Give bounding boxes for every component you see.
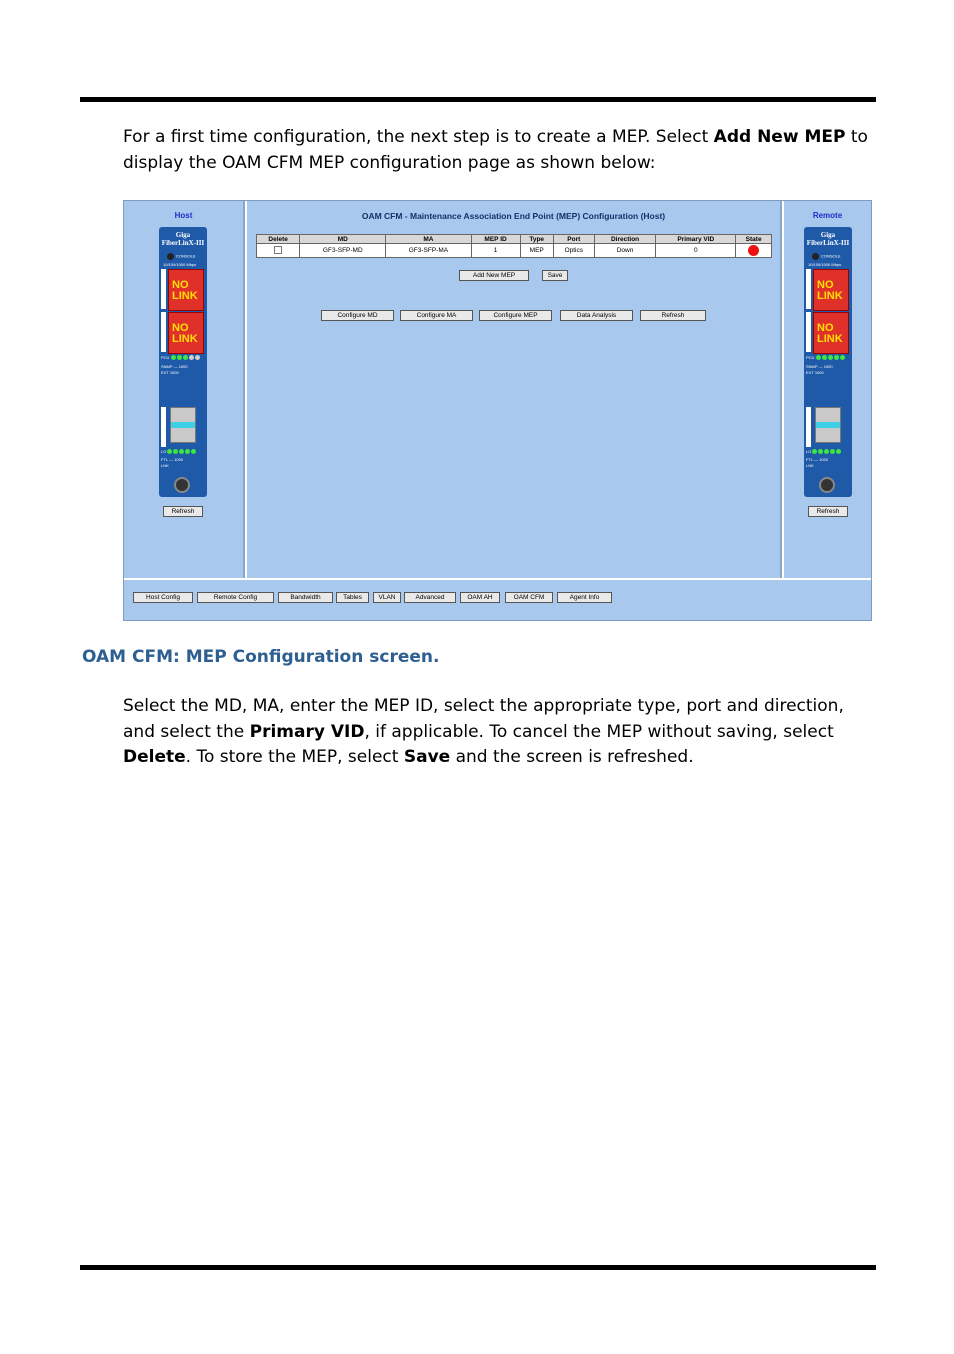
led-icon [173, 449, 178, 454]
md-cell: GF3-SFP-MD [300, 244, 386, 258]
led-icon [824, 449, 829, 454]
intro-paragraph: For a first time configuration, the next step is to create a MEP. Select Add New MEP to display the OAM CFM MEP configuration page as shown below: [123, 127, 868, 173]
primary-vid-cell: 0 [656, 244, 736, 258]
remote-refresh-button[interactable]: Refresh [808, 506, 848, 517]
header-rule [80, 97, 876, 102]
column-header: MA [386, 235, 471, 244]
port-cell: Optics [553, 244, 594, 258]
host-refresh-button[interactable]: Refresh [163, 506, 203, 517]
add-new-mep-button[interactable]: Add New MEP [459, 270, 529, 281]
nav-oam-ah-button[interactable]: OAM AH [460, 592, 500, 603]
led-icon [840, 355, 845, 360]
save-button[interactable]: Save [542, 270, 568, 281]
figure-caption: OAM CFM: MEP Configuration screen. [82, 647, 440, 667]
led-icon [167, 449, 172, 454]
device-strip [806, 407, 811, 447]
led-icon [183, 355, 188, 360]
thumbscrew-icon [174, 477, 190, 493]
port-no-link-icon: NO LINK [813, 269, 849, 311]
device-leds: EXT 1000 [806, 370, 824, 375]
device-strip [806, 312, 811, 352]
delete-cell [257, 244, 300, 258]
nav-tables-button[interactable]: Tables [336, 592, 369, 603]
led-icon [836, 449, 841, 454]
device-leds: PCU [806, 355, 846, 360]
bottom-nav [124, 578, 871, 622]
column-header: Port [553, 235, 594, 244]
device-leds: FTL — 1000 [161, 457, 184, 462]
led-icon [189, 355, 194, 360]
delete-checkbox[interactable] [274, 246, 282, 254]
state-indicator-icon [748, 245, 759, 256]
port-no-link-icon: NO LINK [168, 312, 204, 354]
led-icon [828, 355, 833, 360]
device-leds: LNK [161, 463, 169, 468]
mep-table [256, 234, 772, 258]
led-icon [171, 355, 176, 360]
led-icon [830, 449, 835, 454]
type-cell: MEP [520, 244, 553, 258]
configure-md-button[interactable]: Configure MD [321, 310, 394, 321]
host-panel-title: Host [174, 211, 193, 220]
column-header: Type [520, 235, 553, 244]
table-header-row [257, 235, 772, 244]
table-row [257, 244, 772, 258]
device-leds: PCU [161, 355, 201, 360]
thumbscrew-icon [819, 477, 835, 493]
nav-advanced-button[interactable]: Advanced [404, 592, 456, 603]
device-speed: 10/100/1000 Mbps [808, 262, 842, 267]
remote-device-image [804, 227, 852, 497]
state-cell [736, 244, 772, 258]
footer-rule [80, 1265, 876, 1270]
nav-agent-info-button[interactable]: Agent Info [557, 592, 612, 603]
device-leds: EXT 1000 [161, 370, 179, 375]
host-device-image [159, 227, 207, 497]
nav-oam-cfm-button[interactable]: OAM CFM [505, 592, 553, 603]
optic-port-icon [170, 407, 196, 443]
led-icon [834, 355, 839, 360]
column-header: State [736, 235, 772, 244]
data-analysis-button[interactable]: Data Analysis [560, 310, 633, 321]
device-speed: 10/100/1000 Mbps [163, 262, 197, 267]
nav-remote-config-button[interactable]: Remote Config [197, 592, 274, 603]
console-port-icon: CONSOLE [167, 253, 196, 260]
device-leds: LO [161, 449, 197, 454]
port-no-link-icon: NO LINK [813, 312, 849, 354]
instructions-paragraph: Select the MD, MA, enter the MEP ID, select the appropriate type, port and direction, and select the Primary VID, if applicable. To cancel the MEP without saving, select Delete. To store the MEP, select Save and the screen is refreshed. [123, 696, 844, 767]
nav-vlan-button[interactable]: VLAN [373, 592, 401, 603]
column-header: Direction [594, 235, 656, 244]
led-icon [191, 449, 196, 454]
device-strip [161, 269, 166, 309]
column-header: Delete [257, 235, 300, 244]
device-leds: LO [806, 449, 842, 454]
column-header: Primary VID [656, 235, 736, 244]
host-panel [124, 201, 245, 578]
device-strip [161, 312, 166, 352]
device-brand: Giga FiberLinX-III [806, 231, 850, 247]
led-icon [812, 449, 817, 454]
nav-bandwidth-button[interactable]: Bandwidth [278, 592, 333, 603]
device-strip [806, 269, 811, 309]
mep-config-title: OAM CFM - Maintenance Association End Point (MEP) Configuration (Host) [361, 211, 666, 221]
device-leds: FTL — 1000 [806, 457, 829, 462]
ma-cell: GF3-SFP-MA [386, 244, 471, 258]
configure-ma-button[interactable]: Configure MA [400, 310, 473, 321]
mep-config-panel [245, 201, 782, 578]
mep-id-cell: 1 [471, 244, 520, 258]
led-icon [177, 355, 182, 360]
console-port-icon: CONSOLE [812, 253, 841, 260]
optic-port-icon [815, 407, 841, 443]
screenshot-figure [123, 200, 872, 621]
nav-host-config-button[interactable]: Host Config [133, 592, 193, 603]
led-icon [816, 355, 821, 360]
direction-cell: Down [594, 244, 656, 258]
refresh-button[interactable]: Refresh [640, 310, 706, 321]
device-strip [161, 407, 166, 447]
device-leds: SNMP — 1000 [806, 364, 833, 369]
led-icon [195, 355, 200, 360]
led-icon [822, 355, 827, 360]
column-header: MD [300, 235, 386, 244]
led-icon [818, 449, 823, 454]
remote-panel [782, 201, 871, 578]
led-icon [185, 449, 190, 454]
device-brand: Giga FiberLinX-III [161, 231, 205, 247]
configure-mep-button[interactable]: Configure MEP [479, 310, 552, 321]
device-leds: SNMP — 1000 [161, 364, 188, 369]
remote-panel-title: Remote [812, 211, 843, 220]
port-no-link-icon: NO LINK [168, 269, 204, 311]
led-icon [179, 449, 184, 454]
device-leds: LNK [806, 463, 814, 468]
column-header: MEP ID [471, 235, 520, 244]
